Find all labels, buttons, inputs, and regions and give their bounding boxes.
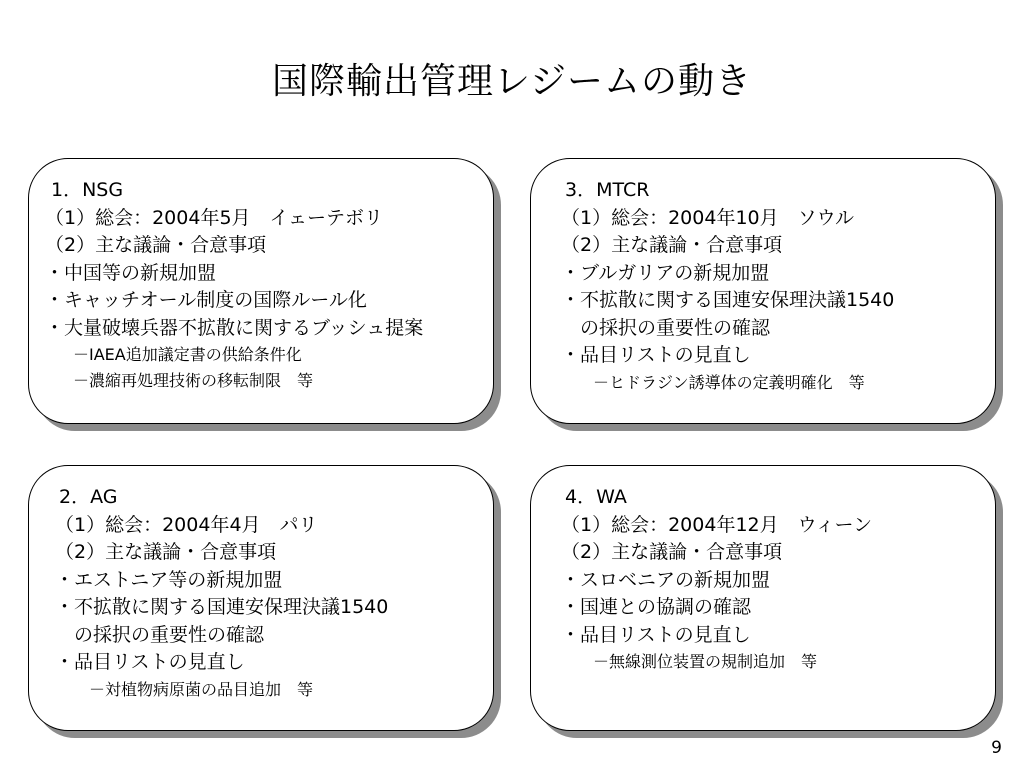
card-heading: 4．WA [565,486,627,508]
card-sub-item: －IAEA追加議定書の供給条件化 [73,345,302,364]
card-heading: 2．AG [59,486,118,508]
card-bullet: ・品目リストの見直し [55,651,245,673]
card-bullet: ・国連との協調の確認 [561,596,752,618]
card-bullet-continued: の採択の重要性の確認 [561,316,771,339]
card-bullet-continued: の採択の重要性の確認 [55,623,265,646]
slide-title: 国際輸出管理レジームの動き [271,61,753,102]
card-bullet: ・中国等の新規加盟 [45,261,217,284]
card-sub-item: －対植物病原菌の品目追加 等 [89,679,314,699]
card-line-agenda: （2）主な議論・合意事項 [561,541,783,563]
card-bullet: ・エストニア等の新規加盟 [55,568,283,591]
card-bullet: ・品目リストの見直し [561,344,751,366]
card-heading: 3．MTCR [565,179,650,201]
card-line-agenda: （2）主な議論・合意事項 [55,541,277,563]
card-line-meeting: （1）総会：2004年12月 ウィーン [561,513,873,536]
card-bullet: ・品目リストの見直し [561,623,751,646]
regime-card-ag [28,465,494,731]
card-line-meeting: （1）総会：2004年10月 ソウル [561,206,855,229]
regime-card-mtcr [530,158,996,424]
card-bullet: ・不拡散に関する国連安保理決議1540 [561,289,895,311]
page-number: 9 [991,738,1002,758]
card-bullet: ・大量破壊兵器不拡散に関するブッシュ提案 [45,316,424,339]
card-sub-item: －ヒドラジン誘導体の定義明確化 等 [593,372,865,392]
card-line-agenda: （2）主な議論・合意事項 [561,234,783,256]
card-sub-item: －無線測位装置の規制追加 等 [593,652,818,671]
card-line-meeting: （1）総会：2004年4月 パリ [55,513,318,536]
regime-card-nsg [28,158,494,424]
card-line-agenda: （2）主な議論・合意事項 [45,234,267,256]
card-sub-item: －濃縮再処理技術の移転制限 等 [73,371,314,390]
card-bullet: ・不拡散に関する国連安保理決議1540 [55,596,389,618]
card-bullet: ・ブルガリアの新規加盟 [561,261,770,284]
regime-card-wa [530,465,996,731]
card-bullet: ・スロベニアの新規加盟 [561,568,771,591]
card-bullet: ・キャッチオール制度の国際ルール化 [45,289,367,311]
card-heading: 1．NSG [51,179,124,201]
card-line-meeting: （1）総会：2004年5月 イェーテボリ [45,206,384,229]
